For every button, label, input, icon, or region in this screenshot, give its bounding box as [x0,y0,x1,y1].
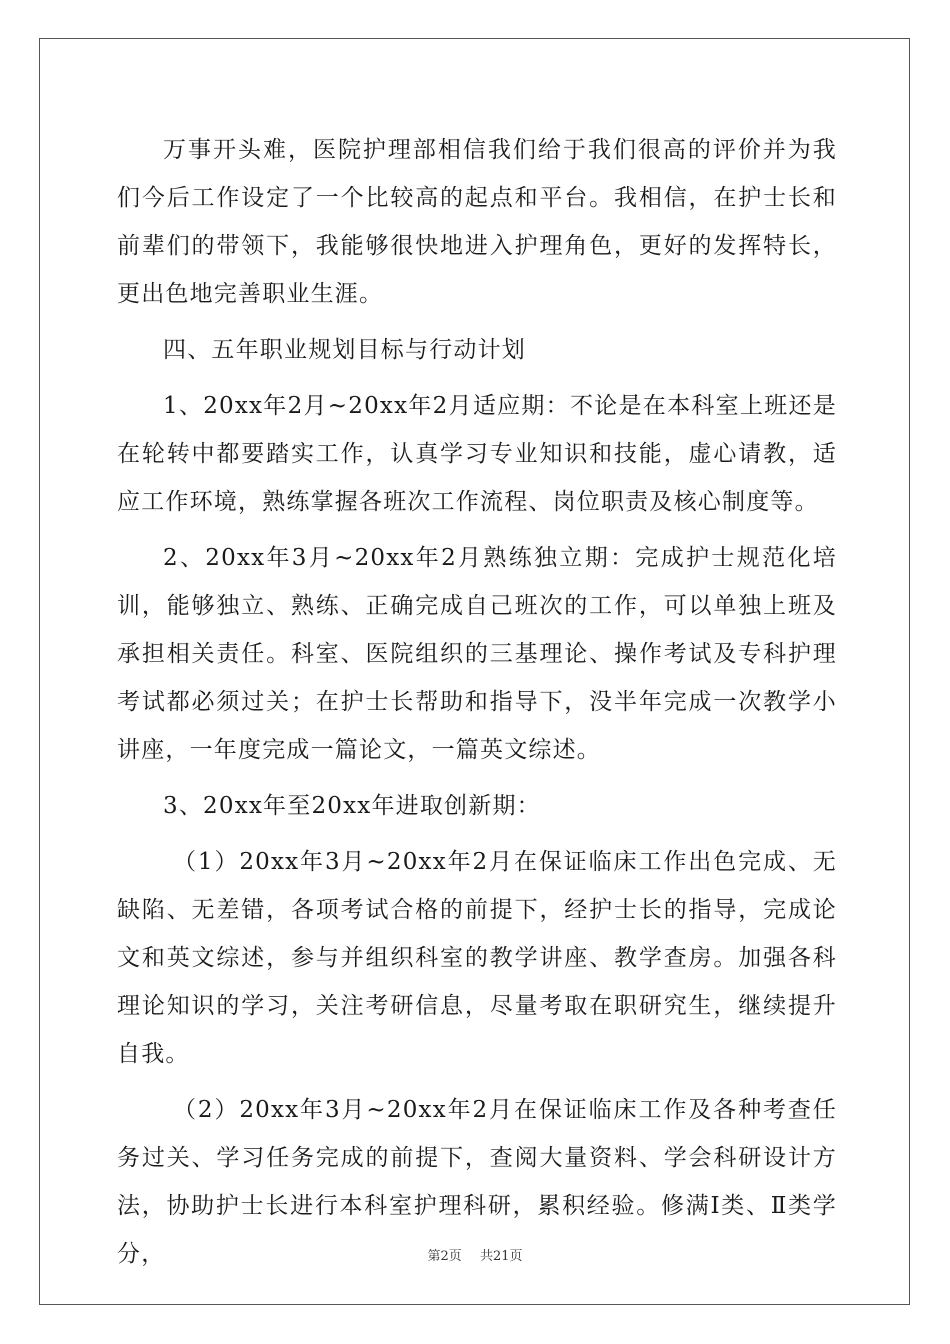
document-body [117,126,837,1286]
paragraph-stage-2: 2、20xx年3月~20xx年2月熟练独立期：完成护士规范化培训，能够独立、熟练、正确完成自己班次的工作，可以单独上班及承担相关责任。科室、医院组织的三基理论、操作考试及专科护理考试都必须过关；在护士长帮助和指导下，没半年完成一次教学小讲座，一年度完成一篇论文，一篇英文综述。 [117,545,837,763]
section-heading-career-plan: 四、五年职业规划目标与行动计划 [163,337,526,363]
paragraph-stage-1: 1、20xx年2月~20xx年2月适应期：不论是在本科室上班还是在轮转中都要踏实工作，认真学习专业知识和技能，虚心请教，适应工作环境，熟练掌握各班次工作流程、岗位职责及核心制度等。 [117,393,837,515]
page-number: 第2页 [427,1249,462,1264]
page-total: 共21页 [479,1249,523,1264]
paragraph-stage-3: 3、20xx年至20xx年进取创新期： [163,793,541,819]
paragraph-stage-3-item-2: （2）20xx年3月~20xx年2月在保证临床工作及各种考查任务过关、学习任务完成的前提下，查阅大量资料、学会科研设计方法，协助护士长进行本科室护理科研，累积经验。修满Ⅰ类、Ⅱ类学分， [117,1097,837,1267]
page-footer [0,1245,950,1264]
paragraph-opening: 万事开头难，医院护理部相信我们给于我们很高的评价并为我们今后工作设定了一个比较高的起点和平台。我相信，在护士长和前辈们的带领下，我能够很快地进入护理角色，更好的发挥特长，更出色地完善职业生涯。 [117,137,837,307]
paragraph-stage-3-item-1: （1）20xx年3月~20xx年2月在保证临床工作出色完成、无缺陷、无差错，各项考试合格的前提下，经护士长的指导，完成论文和英文综述，参与并组织科室的教学讲座、教学查房。加强各科理论知识的学习，关注考研信息，尽量考取在职研究生，继续提升自我。 [117,849,837,1067]
